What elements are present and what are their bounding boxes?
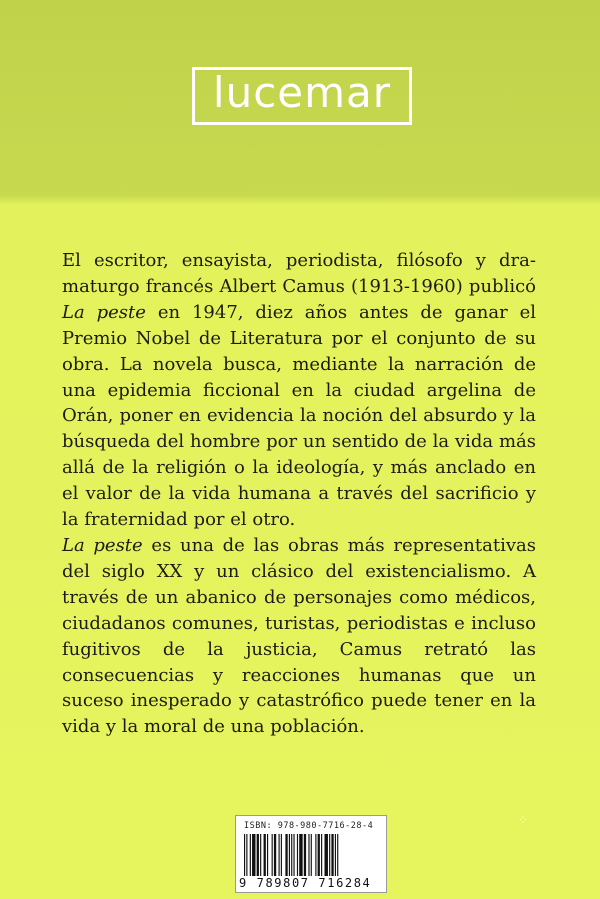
barcode-bar	[299, 834, 302, 876]
barcode-bar	[297, 834, 298, 876]
barcode-bar	[289, 834, 290, 876]
synopsis-p1-body: en 1947, diez años antes de ganar el Premio Nobel de Literatura por el conjunto de su obra. La novela busca, mediante la narración de una epidemia ficcional en la ciudad argelina de Orán, poner en evidencia la noción del absurdo y la búsqueda del hombre por un sentido de la vida más allá de la religión o la ideología, y más anclado en el valor de la vida humana a través del sacrificio y la fraternidad por el otro.	[62, 301, 536, 531]
barcode-bar	[267, 834, 268, 876]
barcode-bar	[329, 834, 330, 876]
book-title-2: La peste	[62, 534, 143, 556]
synopsis-paragraph-1	[62, 248, 536, 533]
synopsis-p1-intro: El escritor, ensayista, periodista, filósofo y dramaturgo francés Albert Camus (1913-1960) publicó	[62, 250, 536, 297]
barcode-bar	[325, 834, 328, 876]
barcode-bar	[281, 834, 282, 876]
barcode-bar	[257, 834, 259, 876]
isbn-number: ISBN: 978-980-7716-28-4	[244, 821, 374, 831]
publisher-logo: lucemar	[192, 67, 412, 125]
barcode-bar	[321, 834, 322, 876]
barcode-label	[235, 815, 387, 893]
barcode-bar	[318, 834, 320, 876]
barcode-bar	[331, 834, 333, 876]
barcode-bar	[291, 834, 292, 876]
barcode-bar	[260, 834, 261, 876]
barcode-bars	[244, 834, 380, 876]
barcode-bar	[252, 834, 255, 876]
barcode-bar	[246, 834, 247, 876]
synopsis-p2-body: es una de las obras más representativas del siglo XX y un clásico del existencialismo. A través de un abanico de personajes como médicos, ciudadanos comunes, turistas, periodistas e incluso fugitivos de la justicia, Camus retrató las consecuencias y reacciones humanas que un suceso inesperado y catastrófico puede tener en la vida y la moral de una población.	[62, 534, 536, 738]
barcode-bar	[311, 834, 312, 876]
barcode-bar	[272, 834, 273, 876]
barcode-bar	[337, 834, 338, 876]
barcode-bar	[285, 834, 287, 876]
barcode-bar	[279, 834, 280, 876]
barcode-bar	[308, 834, 309, 876]
ean-digits: 9 789807 716284	[239, 876, 372, 890]
synopsis-paragraph-2	[62, 533, 536, 740]
barcode-bar	[293, 834, 294, 876]
book-title-1: La peste	[62, 301, 146, 323]
synopsis-text	[62, 248, 536, 740]
barcode-bar	[335, 834, 336, 876]
barcode-bar	[304, 834, 306, 876]
barcode-bar	[244, 834, 245, 876]
barcode-bar	[274, 834, 276, 876]
barcode-bar	[250, 834, 251, 876]
barcode-bar	[264, 834, 266, 876]
barcode-bar	[315, 834, 316, 876]
print-speck: ⁘	[518, 813, 529, 827]
